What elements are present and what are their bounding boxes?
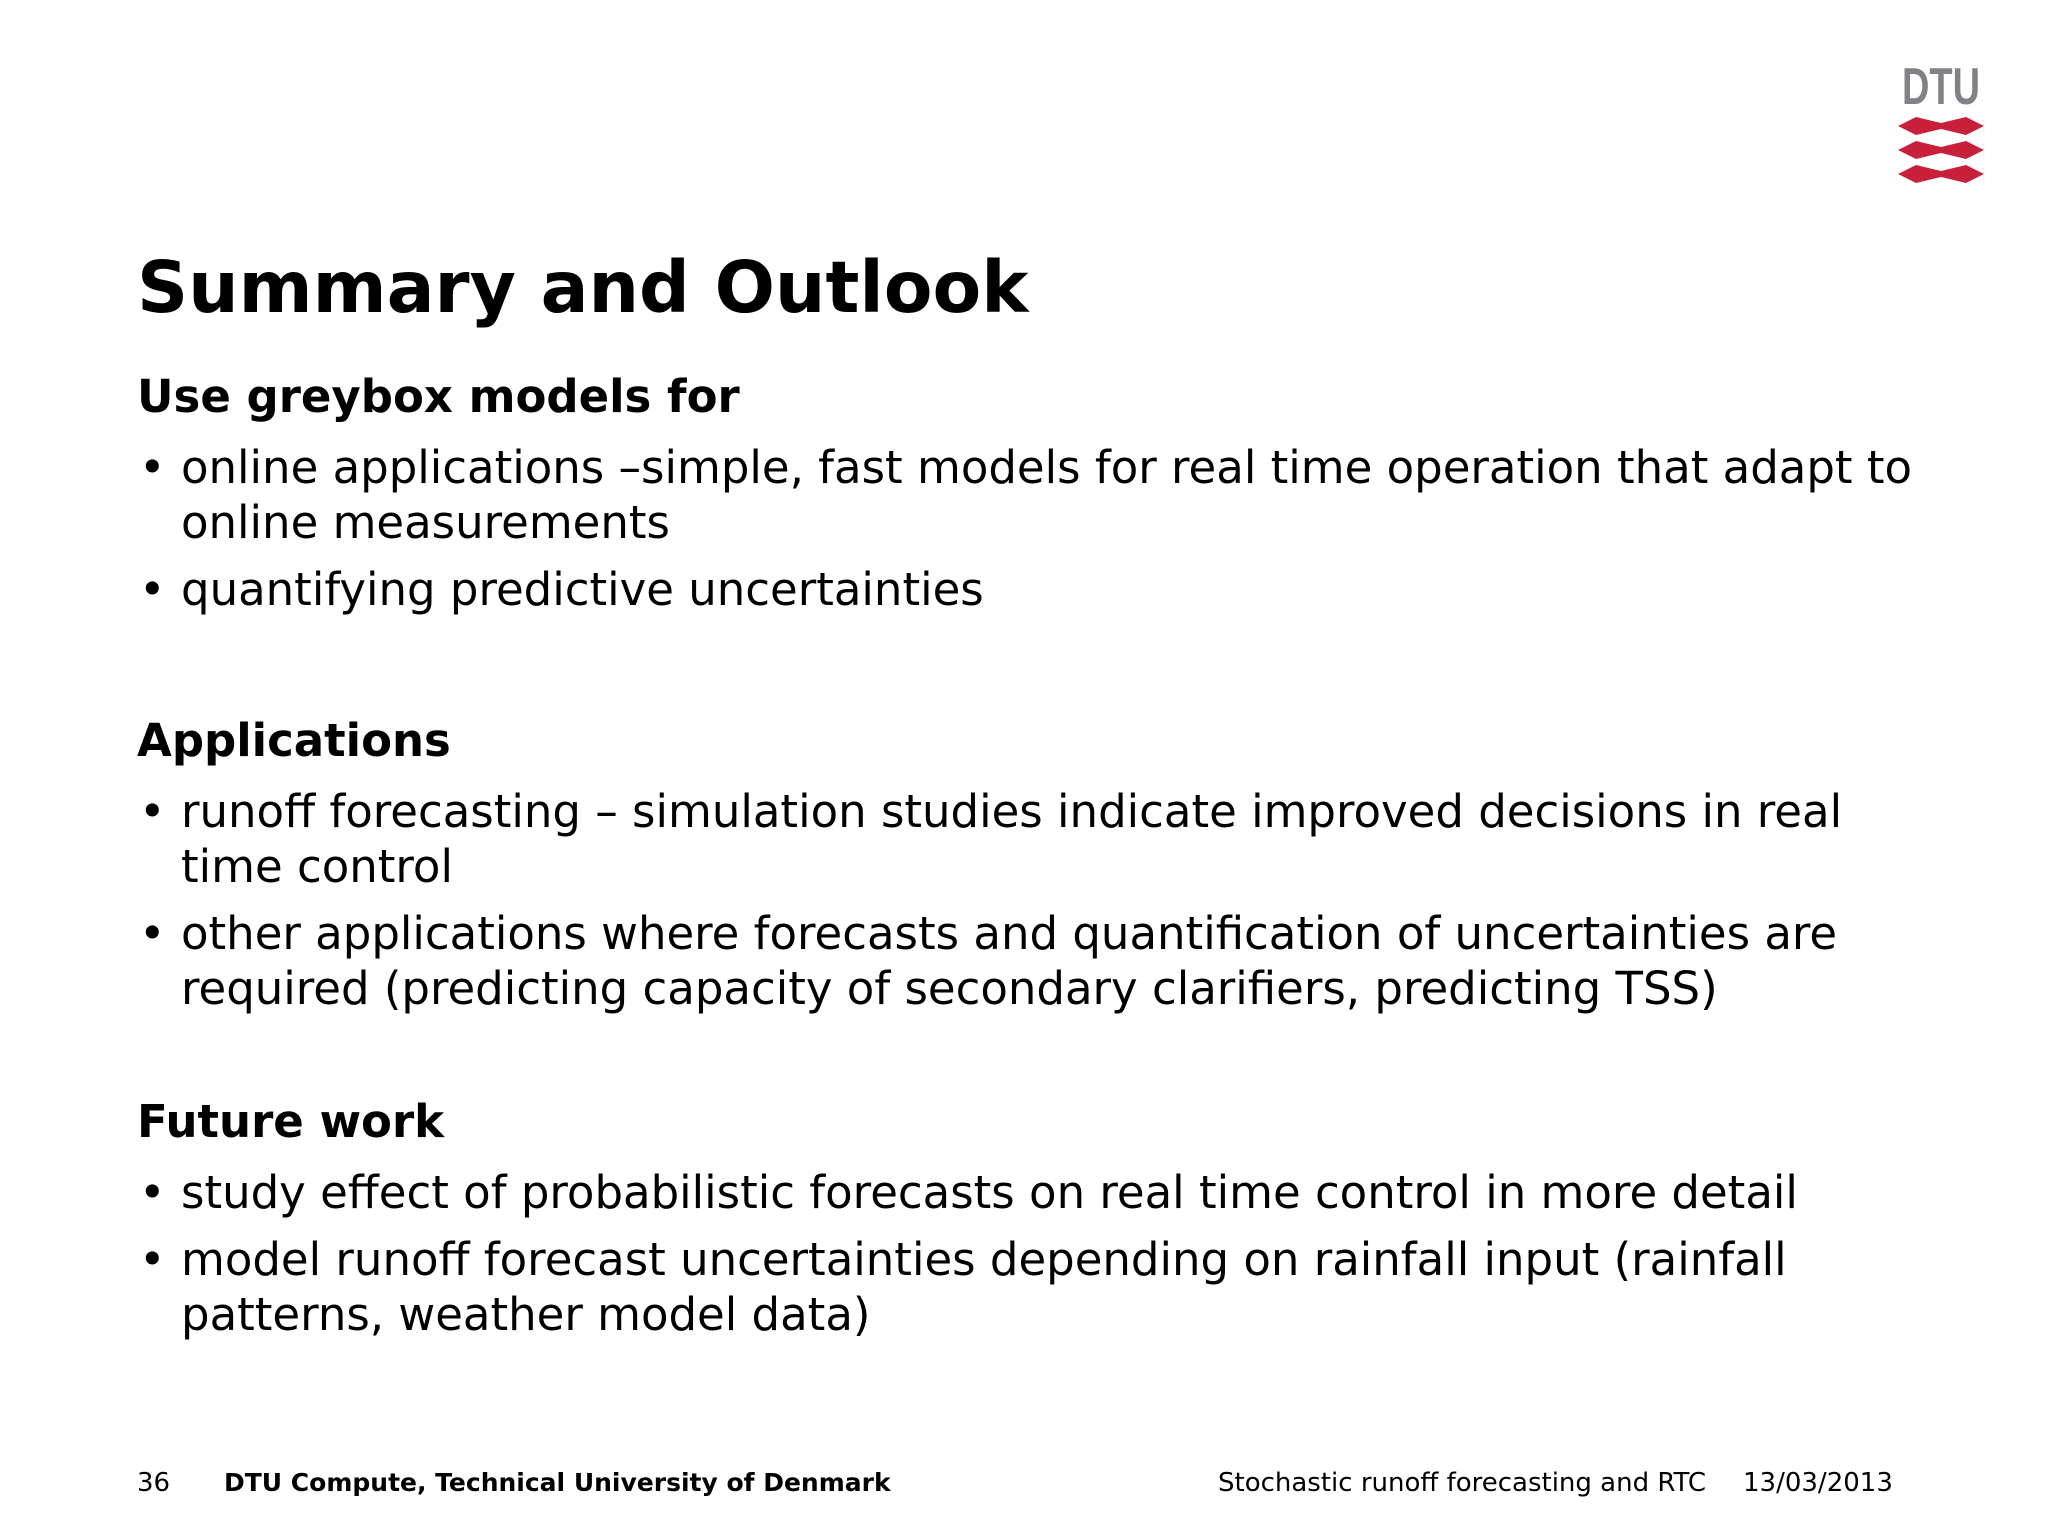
footer-date: 13/03/2013	[1743, 1468, 1893, 1498]
footer-organization: DTU Compute, Technical University of Denmark	[224, 1468, 891, 1497]
dtu-logo-mark	[1898, 117, 1984, 183]
bullet-list	[137, 784, 1937, 1016]
dtu-logo-text: DTU	[1902, 58, 1980, 116]
footer-talk-title: Stochastic runoff forecasting and RTC	[1218, 1468, 1707, 1498]
page-number: 36	[137, 1468, 171, 1498]
bullet-item: • model runoff forecast uncertainties depending on rainfall input (rainfall patterns, weather model data)	[137, 1232, 1937, 1342]
bullet-item: • runoff forecasting – simulation studies indicate improved decisions in real time control	[137, 784, 1937, 894]
dtu-logo	[1896, 56, 1986, 190]
section-greybox	[137, 366, 1937, 617]
bullet-item: • quantifying predictive uncertainties	[137, 562, 1937, 617]
slide-title: Summary and Outlook	[137, 246, 1029, 329]
section-heading: Applications	[137, 714, 451, 767]
section-applications	[137, 710, 1937, 1016]
bullet-list	[137, 440, 1937, 617]
slide-footer	[0, 1463, 2048, 1503]
slide-content	[137, 366, 1937, 1342]
section-future-work	[137, 1091, 1937, 1342]
section-heading: Future work	[137, 1095, 445, 1148]
bullet-item: • other applications where forecasts and quantification of uncertainties are required (predicting capacity of secondary clarifiers, predicting TSS)	[137, 906, 1937, 1016]
bullet-list	[137, 1165, 1937, 1342]
section-heading: Use greybox models for	[137, 370, 740, 423]
bullet-item: • study effect of probabilistic forecasts on real time control in more detail	[137, 1165, 1937, 1220]
bullet-item: • online applications –simple, fast models for real time operation that adapt to online measurements	[137, 440, 1937, 550]
